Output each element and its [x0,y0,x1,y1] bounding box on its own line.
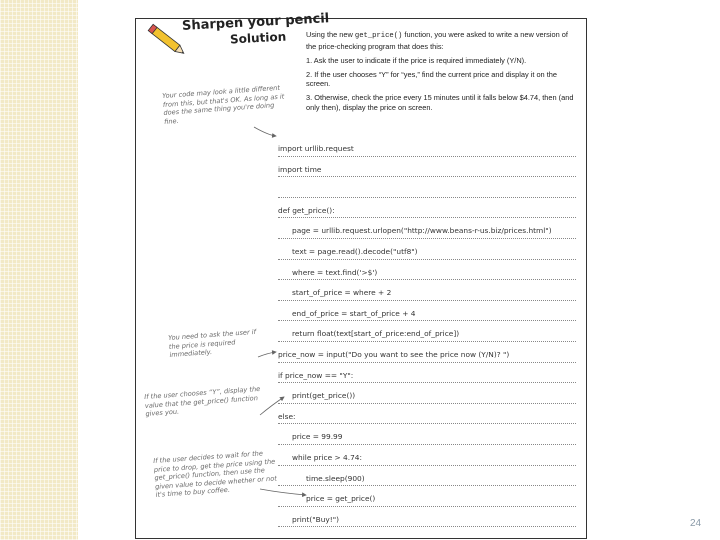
instruction-step-3: 3. Otherwise, check the price every 15 minutes until it falls below $4.74, then (and only then), display the price on screen. [306,93,574,113]
code-line: start_of_price = where + 2 [278,280,576,301]
code-line: def get_price(): [278,198,576,219]
code-line [278,177,576,198]
annotation-note: Your code may look a little different from this, but that's OK. As long as it does the same thing you're doing fine. [162,83,285,126]
arrow-icon [258,352,276,357]
arrow-icon [254,127,276,136]
logo-title: Sharpen your pencil [181,11,330,34]
decorative-side-strip [0,0,78,540]
instructions-intro: Using the new get_price() function, you were asked to write a new version of the price-checking program that does this: [306,30,568,51]
code-line: print("Buy!") [278,507,576,528]
code-line: text = page.read().decode("utf8") [278,239,576,260]
annotation-note: If the user decides to wait for the price to drop, get the price using the get_price() function, then use the given value to decide whether or not it's time to buy coffee. [153,449,278,500]
inline-code: get_price() [354,32,403,40]
code-line: price = get_price() [278,486,576,507]
annotation-note: You need to ask the user if the price is required immediately. [168,327,257,360]
code-line: price_now = input("Do you want to see the price now (Y/N)? ") [278,342,576,363]
code-line: page = urllib.request.urlopen("http://www.beans-r-us.biz/prices.html") [278,218,576,239]
worksheet-page [135,11,587,539]
instruction-step-1: 1. Ask the user to indicate if the price is required immediately (Y/N). [306,55,527,65]
code-line: if price_now == "Y": [278,363,576,384]
page-number: 24 [690,518,702,529]
code-line: end_of_price = start_of_price + 4 [278,301,576,322]
code-line: while price > 4.74: [278,445,576,466]
logo-subtitle: Solution [229,29,287,47]
instruction-step-2: 2. If the user chooses “Y” for “yes,” find the current price and display it on the screen. [306,69,557,89]
code-line: return float(text[start_of_price:end_of_price]) [278,321,576,342]
code-line: import urllib.request [278,136,576,157]
code-line: else: [278,404,576,425]
code-line: where = text.find('>$') [278,260,576,281]
code-listing [278,136,576,527]
annotation-note: If the user chooses “Y”, display the value that the get_price() function gives you. [144,384,261,419]
code-line: time.sleep(900) [278,466,576,487]
code-line: import time [278,157,576,178]
code-line: price = 99.99 [278,424,576,445]
code-line: print(get_price()) [278,383,576,404]
